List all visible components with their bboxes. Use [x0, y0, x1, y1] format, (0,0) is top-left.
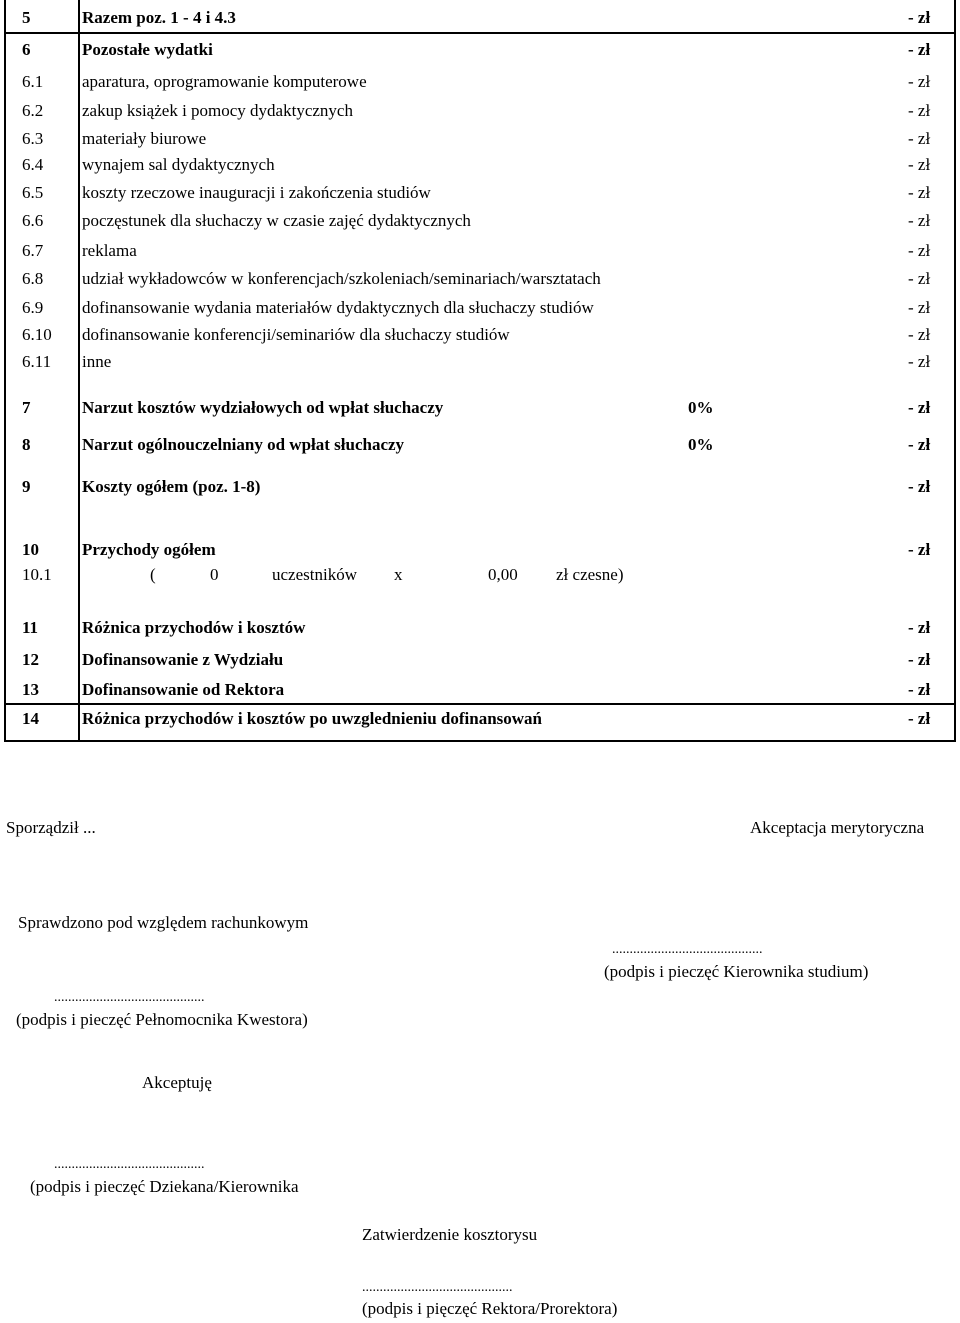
- rector-signature-caption: (podpis i pięczęć Rektora/Prorektora): [362, 1299, 618, 1318]
- row-amount: - zł: [908, 680, 931, 699]
- row-label: Różnica przychodów i kosztów: [82, 618, 306, 637]
- row-number: 13: [22, 680, 39, 699]
- calc-open: (: [150, 565, 156, 584]
- dean-signature-caption: (podpis i pieczęć Dziekana/Kierownika: [30, 1177, 299, 1196]
- prepared-by: Sporządził ...: [6, 818, 96, 837]
- table-row: [6, 99, 954, 123]
- table-row: [6, 296, 954, 320]
- dean-signature-line: ...........................................: [54, 1157, 205, 1172]
- table-row: [6, 538, 954, 562]
- table-row: [6, 209, 954, 233]
- row-amount: - zł: [908, 129, 931, 148]
- row-label: wynajem sal dydaktycznych: [82, 155, 275, 174]
- row-number: 6.5: [22, 183, 44, 202]
- row-number: 8: [22, 435, 31, 454]
- row-amount: - zł: [908, 40, 931, 59]
- row-label: zakup książek i pomocy dydaktycznych: [82, 101, 353, 120]
- row-number: 9: [22, 477, 31, 496]
- row-amount: - zł: [908, 352, 931, 371]
- row-amount: - zł: [908, 618, 931, 637]
- table-row: [6, 616, 954, 640]
- row-label: Razem poz. 1 - 4 i 4.3: [82, 8, 236, 27]
- row-amount: - zł: [908, 650, 931, 669]
- revenue-calculation-row: [6, 563, 954, 587]
- row-number: 14: [22, 709, 39, 728]
- row-number: 10: [22, 540, 39, 559]
- row-number: 6.7: [22, 241, 44, 260]
- table-row: [6, 396, 954, 420]
- table-row: [6, 707, 954, 731]
- quaestor-signature-caption: (podpis i pieczęć Pełnomocnika Kwestora): [16, 1010, 308, 1029]
- row-amount: - zł: [908, 155, 931, 174]
- row-label: aparatura, oprogramowanie komputerowe: [82, 72, 367, 91]
- row-number: 6.2: [22, 101, 44, 120]
- row-amount: - zł: [908, 398, 931, 417]
- row-label: Koszty ogółem (poz. 1-8): [82, 477, 261, 496]
- row-label: Przychody ogółem: [82, 540, 216, 559]
- row-label: Pozostałe wydatki: [82, 40, 213, 59]
- row-label: dofinansowanie konferencji/seminariów dla słuchaczy studiów: [82, 325, 510, 344]
- table-row: [6, 153, 954, 177]
- row-label: inne: [82, 352, 112, 371]
- table-row: [6, 678, 954, 702]
- table-row: [6, 267, 954, 291]
- row-number: 6.9: [22, 298, 44, 317]
- row-number: 6.3: [22, 129, 44, 148]
- row-label: udział wykładowców w konferencjach/szkoleniach/seminariach/warsztatach: [82, 269, 601, 288]
- table-row: [6, 127, 954, 151]
- row-number: 6.1: [22, 72, 44, 91]
- row-number: 12: [22, 650, 39, 669]
- head-signature-caption: (podpis i pieczęć Kierownika studium): [604, 962, 869, 981]
- row-number: 6.8: [22, 269, 44, 288]
- fee-value: 0,00: [488, 565, 518, 584]
- row-number: 6.6: [22, 211, 44, 230]
- row-label: dofinansowanie wydania materiałów dydaktycznych dla słuchaczy studiów: [82, 298, 594, 317]
- row-number: 7: [22, 398, 31, 417]
- table-row: [6, 38, 954, 62]
- row-amount: - zł: [908, 298, 931, 317]
- row-label: Dofinansowanie z Wydziału: [82, 650, 284, 669]
- merit-acceptance: Akceptacja merytoryczna: [750, 818, 925, 837]
- table-row: [6, 648, 954, 672]
- row-amount: - zł: [908, 183, 931, 202]
- row-number: 10.1: [22, 565, 52, 584]
- row-number: 6.4: [22, 155, 44, 174]
- table-row: [6, 70, 954, 94]
- fee-label: zł czesne): [556, 565, 624, 584]
- approval-label: Zatwierdzenie kosztorysu: [362, 1225, 538, 1244]
- row-amount: - zł: [908, 477, 931, 496]
- row-divider: [6, 703, 954, 705]
- row-amount: - zł: [908, 72, 931, 91]
- row-label: Narzut ogólnouczelniany od wpłat słuchaczy: [82, 435, 405, 454]
- row-label: reklama: [82, 241, 137, 260]
- row-label: Narzut kosztów wydziałowych od wpłat słuchaczy: [82, 398, 444, 417]
- table-row: [6, 323, 954, 347]
- row-amount: - zł: [908, 241, 931, 260]
- table-row: [6, 475, 954, 499]
- row-label: koszty rzeczowe inauguracji i zakończenia studiów: [82, 183, 431, 202]
- head-signature-line: ...........................................: [612, 942, 763, 957]
- accept-label: Akceptuję: [142, 1073, 212, 1092]
- times-sign: x: [394, 565, 403, 584]
- row-number: 11: [22, 618, 39, 637]
- row-amount: - zł: [908, 8, 931, 27]
- table-row: [6, 181, 954, 205]
- row-amount: - zł: [908, 540, 931, 559]
- row-number: 5: [22, 8, 31, 27]
- row-amount: - zł: [908, 435, 931, 454]
- row-label: Różnica przychodów i kosztów po uwzglednieniu dofinansowań: [82, 709, 543, 728]
- participants-count: 0: [210, 565, 219, 584]
- row-label: poczęstunek dla słuchaczy w czasie zajęć dydaktycznych: [82, 211, 471, 230]
- row-amount: - zł: [908, 101, 931, 120]
- row-percent: 0%: [688, 398, 714, 417]
- row-label: materiały biurowe: [82, 129, 207, 148]
- table-row: [6, 350, 954, 374]
- row-divider: [6, 32, 954, 34]
- row-amount: - zł: [908, 269, 931, 288]
- row-amount: - zł: [908, 211, 931, 230]
- row-number: 6.10: [22, 325, 52, 344]
- participants-label: uczestników: [272, 565, 357, 584]
- row-amount: - zł: [908, 325, 931, 344]
- row-label: Dofinansowanie od Rektora: [82, 680, 285, 699]
- table-row: [6, 239, 954, 263]
- row-percent: 0%: [688, 435, 714, 454]
- row-number: 6.11: [22, 352, 52, 371]
- row-amount: - zł: [908, 709, 931, 728]
- cost-estimate-table: [4, 0, 956, 742]
- table-row: [6, 433, 954, 457]
- quaestor-signature-line: ...........................................: [54, 990, 205, 1005]
- rector-signature-line: ...........................................: [362, 1280, 513, 1295]
- row-number: 6: [22, 40, 31, 59]
- accounting-check: Sprawdzono pod względem rachunkowym: [18, 913, 309, 932]
- table-row: [6, 6, 954, 30]
